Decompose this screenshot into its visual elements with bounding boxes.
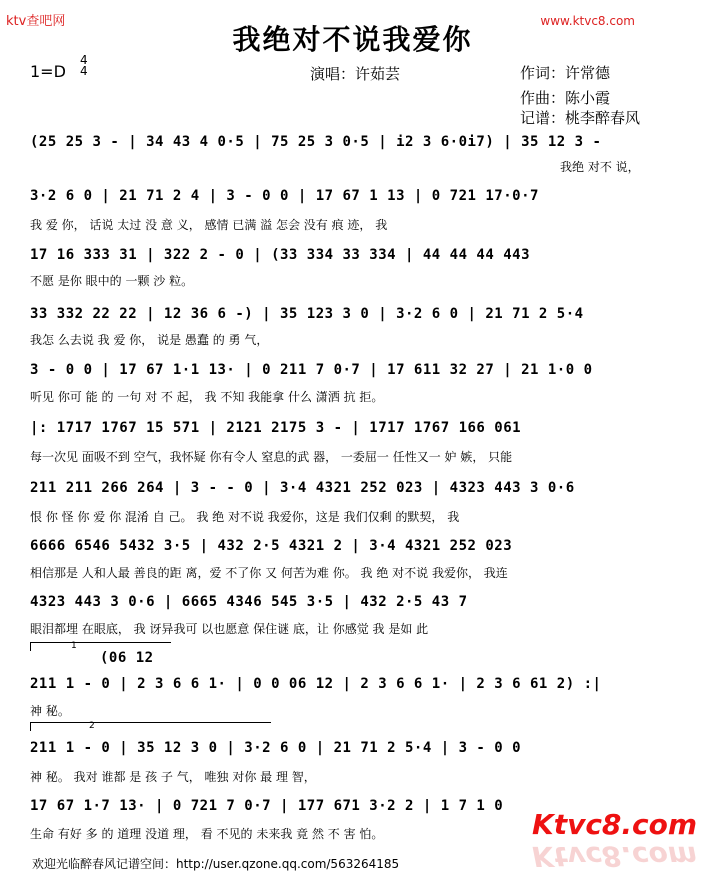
lyricist-credit: 作词：许常德 bbox=[520, 64, 611, 82]
lyrics-row-5: 听见 你可 能 的 一句 对 不 起， 我 不知 我能拿 什么 潇洒 抗 拒。 bbox=[30, 390, 384, 404]
key-signature: 1=D bbox=[30, 62, 66, 81]
lyrics-row-1: 我绝 对不 说， bbox=[560, 160, 640, 174]
lyrics-row-9: 眼泪都埋 在眼底， 我 讶异我可 以也愿意 保住谜 底，让 你感觉 我 是如 此 bbox=[30, 622, 429, 636]
lyrics-row-3: 不愿 是你 眼中的 一颗 沙 粒。 bbox=[30, 274, 194, 288]
notation-row-10: 211 1 - 0 | 2 3 6 6 1· | 0 0 06 12 | 2 3 6 6 1· | 2 3 6 61 2) :| bbox=[30, 676, 602, 692]
notation-row-4: 33 332 22 22 | 12 36 6 -) | 35 123 3 0 | 3·2 6 0 | 21 71 2 5·4 bbox=[30, 306, 584, 322]
song-title: 我绝对不说我爱你 bbox=[232, 23, 473, 56]
lyrics-row-7: 恨 你 怪 你 爱 你 混淆 自 己。 我 绝 对不说 我爱你，这是 我们仅剩 的默契， 我 bbox=[30, 510, 460, 524]
site-logo: Ktvc8.com bbox=[532, 808, 698, 841]
lyrics-row-10: 神 秘。 bbox=[30, 704, 70, 718]
pickup-notes: (06 12 bbox=[100, 650, 154, 666]
notation-row-11: 211 1 - 0 | 35 12 3 0 | 3·2 6 0 | 21 71 2 5·4 | 3 - 0 0 bbox=[30, 740, 522, 756]
watermark-top-right: www.ktvc8.com bbox=[540, 14, 635, 28]
notation-row-12: 17 67 1·7 13· | 0 721 7 0·7 | 177 671 3·2 2 | 1 7 1 0 bbox=[30, 798, 504, 814]
volta-bracket-2 bbox=[30, 722, 271, 731]
notation-row-8: 6666 6546 5432 3·5 | 432 2·5 4321 2 | 3·4 4321 252 023 bbox=[30, 538, 513, 554]
lyrics-row-4: 我怎 么去说 我 爱 你， 说是 愚蠢 的 勇 气， bbox=[30, 333, 269, 347]
notation-row-3: 17 16 333 31 | 322 2 - 0 | (33 334 33 334 | 44 44 44 443 bbox=[30, 247, 531, 263]
singer-credit: 演唱：许茹芸 bbox=[310, 65, 401, 83]
notator-credit: 记谱：桃李醉春风 bbox=[520, 109, 641, 127]
lyrics-row-11: 神 秘。 我对 谁都 是 孩 子 气， 唯独 对你 最 理 智， bbox=[30, 770, 316, 784]
lyrics-row-12: 生命 有好 多 的 道理 没道 理， 看 不见的 未来我 竟 然 不 害 怕。 bbox=[30, 827, 384, 841]
notation-row-6: |: 1717 1767 15 571 | 2121 2175 3 - | 1717 1767 166 061 bbox=[30, 420, 522, 436]
watermark-top-left: ktv查吧网 bbox=[6, 14, 66, 29]
notation-row-1: (25 25 3 - | 34 43 4 0·5 | 75 25 3 0·5 | i2 3 6·0i7) | 35 12 3 - bbox=[30, 134, 602, 150]
time-signature-bottom: 4 bbox=[80, 64, 88, 78]
lyrics-row-6: 每一次见 面吸不到 空气，我怀疑 你有令人 窒息的武 器， 一委屈一 任性又一 妒 嫉， 只能 bbox=[30, 450, 513, 464]
time-signature bbox=[80, 55, 88, 77]
notation-row-5: 3 - 0 0 | 17 67 1·1 13· | 0 211 7 0·7 | 17 611 32 27 | 21 1·0 0 bbox=[30, 362, 593, 378]
time-signature-top: 4 bbox=[80, 53, 88, 67]
notation-row-9: 4323 443 3 0·6 | 6665 4346 545 3·5 | 432 2·5 43 7 bbox=[30, 594, 468, 610]
composer-credit: 作曲：陈小霞 bbox=[520, 89, 611, 107]
lyrics-row-2: 我 爱 你， 话说 太过 没 意 义， 感情 已满 溢 怎会 没有 痕 迹， 我 bbox=[30, 218, 388, 232]
volta-number-2: 2 bbox=[89, 721, 95, 731]
notation-row-7: 211 211 266 264 | 3 - - 0 | 3·4 4321 252 023 | 4323 443 3 0·6 bbox=[30, 480, 575, 496]
volta-number-1: 1 bbox=[71, 641, 77, 651]
site-logo-reflection: Ktvc8.com bbox=[532, 840, 698, 873]
notation-row-2: 3·2 6 0 | 21 71 2 4 | 3 - 0 0 | 17 67 1 13 | 0 721 17·0·7 bbox=[30, 188, 539, 204]
footer-credit: 欢迎光临醉春风记谱空间：http://user.qzone.qq.com/563264185 bbox=[32, 857, 400, 871]
lyrics-row-8: 相信那是 人和人最 善良的距 离，爱 不了你 又 何苦为难 你。 我 绝 对不说 我爱你， 我连 bbox=[30, 566, 508, 580]
